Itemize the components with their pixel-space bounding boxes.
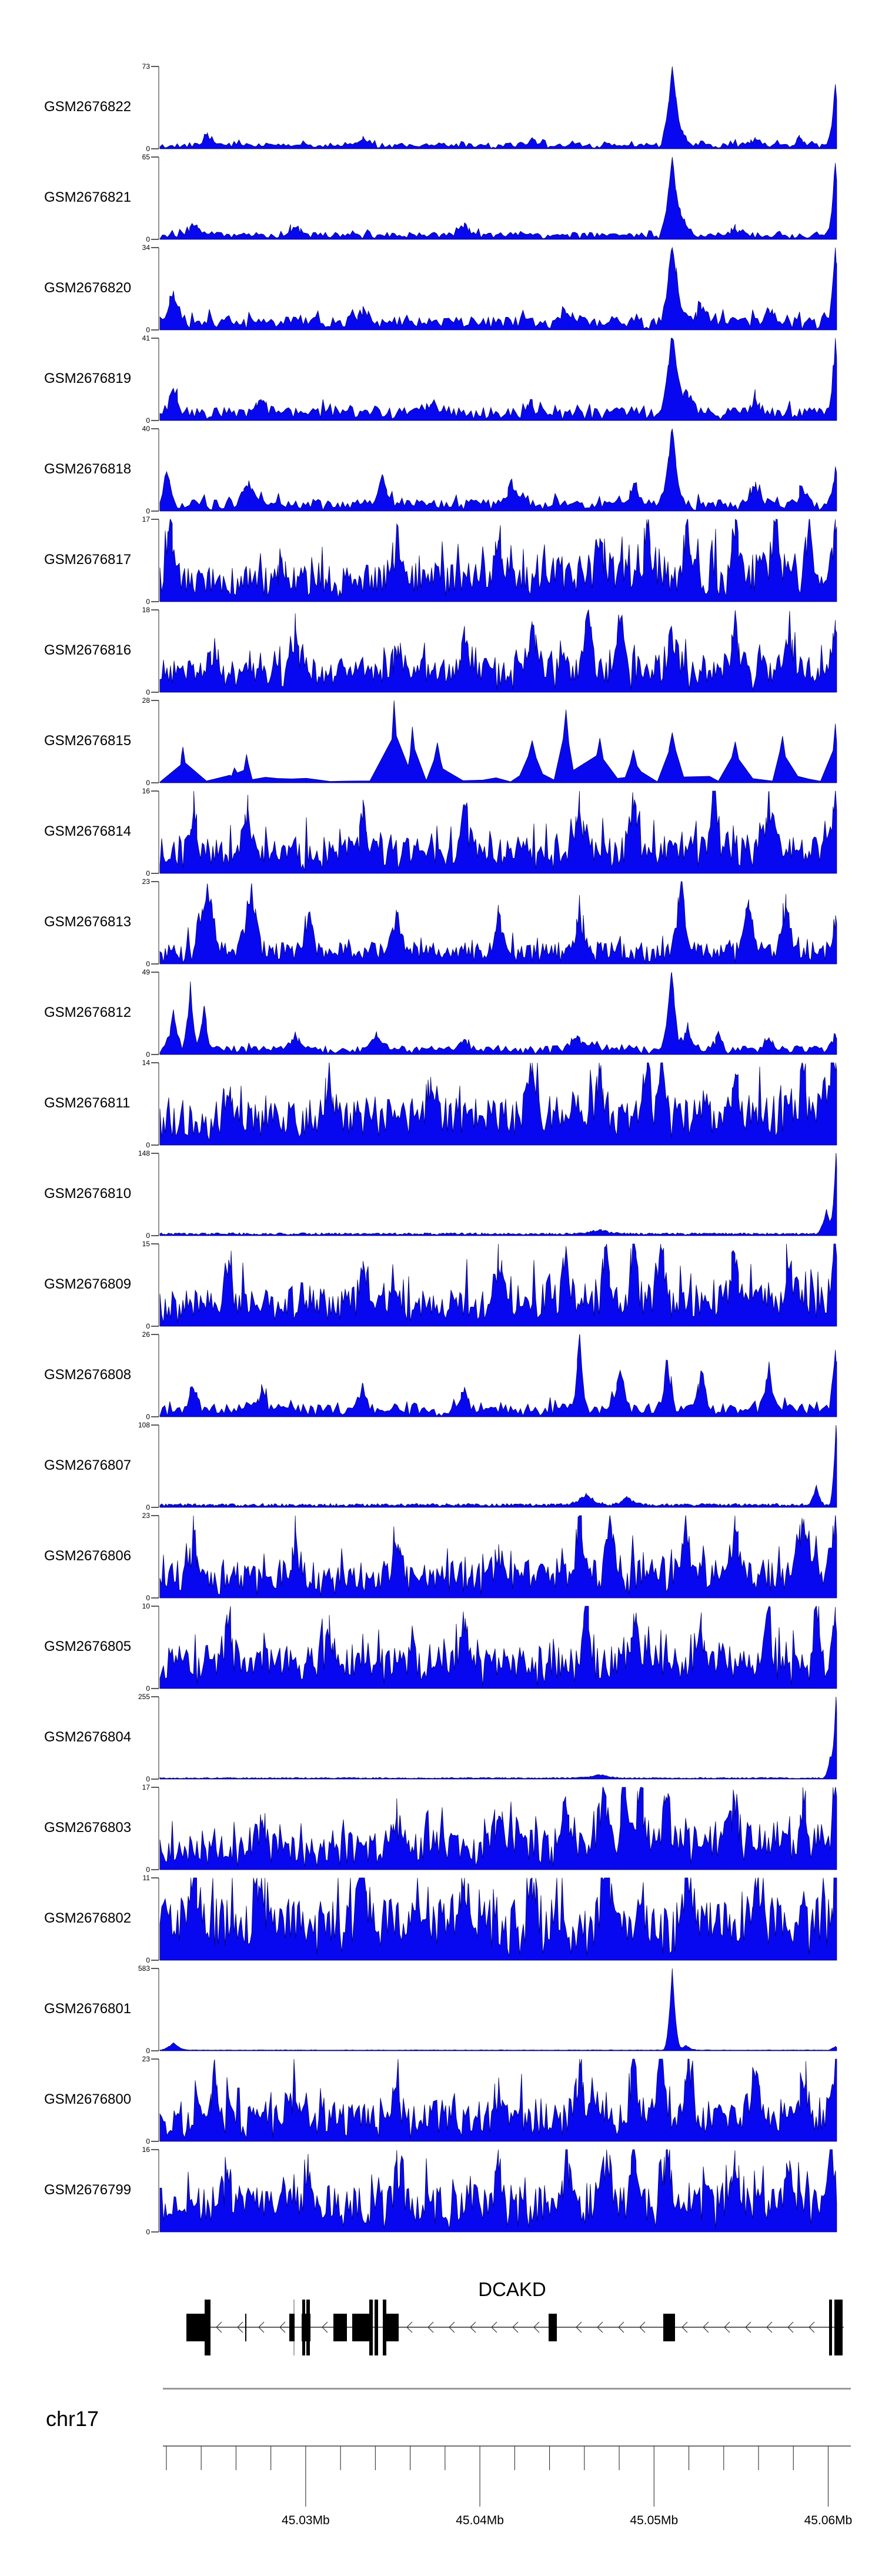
track-GSM2676809 <box>44 1240 837 1330</box>
track-label: GSM2676822 <box>44 99 132 115</box>
track-label: GSM2676801 <box>44 2001 132 2017</box>
track-GSM2676810 <box>44 1149 837 1240</box>
y-axis-max-value: 17 <box>142 515 150 523</box>
track-GSM2676800 <box>44 2055 837 2145</box>
track-label: GSM2676799 <box>44 2182 132 2198</box>
y-axis-max-value: 255 <box>138 1693 150 1701</box>
coverage-signal <box>160 157 837 239</box>
exon-box <box>245 2314 246 2341</box>
track-label: GSM2676817 <box>44 552 132 568</box>
track-GSM2676808 <box>44 1330 837 1421</box>
exon-box <box>306 2300 310 2355</box>
y-axis-zero-value: 0 <box>146 869 150 877</box>
exon-box <box>333 2314 347 2341</box>
y-axis-zero-value: 0 <box>146 1956 150 1964</box>
y-axis-zero-value: 0 <box>146 2228 150 2236</box>
track-GSM2676813 <box>44 877 837 968</box>
y-axis-max-value: 108 <box>138 1421 150 1429</box>
track-label: GSM2676816 <box>44 642 132 658</box>
y-axis-max-value: 16 <box>142 787 150 795</box>
coverage-signal <box>160 338 837 421</box>
y-axis-max-value: 34 <box>142 243 150 252</box>
track-GSM2676817 <box>44 515 837 606</box>
y-axis-zero-value: 0 <box>146 1050 150 1059</box>
coverage-signal <box>160 2059 837 2141</box>
track-GSM2676804 <box>44 1693 837 1783</box>
coverage-signal <box>160 1334 837 1417</box>
y-axis-max-value: 16 <box>142 2145 150 2154</box>
exon-box <box>663 2314 675 2341</box>
coverage-signal <box>160 700 837 783</box>
track-GSM2676819 <box>44 334 837 425</box>
y-axis-max-value: 65 <box>142 153 150 161</box>
y-axis-zero-value: 0 <box>146 1503 150 1511</box>
y-axis-max-value: 41 <box>142 334 150 342</box>
track-GSM2676814 <box>44 787 837 877</box>
ruler-tick-label: 45.06Mb <box>804 2514 853 2527</box>
track-label: GSM2676808 <box>44 1367 132 1383</box>
y-axis-zero-value: 0 <box>146 145 150 153</box>
y-axis-zero-value: 0 <box>146 507 150 515</box>
coverage-signal <box>160 1606 837 1689</box>
track-label: GSM2676800 <box>44 2091 132 2107</box>
y-axis-zero-value: 0 <box>146 1232 150 1240</box>
coverage-signal <box>160 1063 837 1145</box>
track-label: GSM2676821 <box>44 189 132 205</box>
y-axis-zero-value: 0 <box>146 416 150 425</box>
track-GSM2676820 <box>44 243 837 334</box>
coverage-signal <box>160 972 837 1055</box>
coverage-signal <box>160 1787 837 1870</box>
y-axis-zero-value: 0 <box>146 1594 150 1602</box>
y-axis-zero-value: 0 <box>146 2137 150 2145</box>
track-label: GSM2676818 <box>44 461 132 477</box>
track-label: GSM2676810 <box>44 1186 132 1202</box>
track-label: GSM2676811 <box>44 1095 131 1111</box>
gene-name-label: DCAKD <box>478 2278 546 2300</box>
coverage-signal <box>160 248 837 330</box>
y-axis-max-value: 14 <box>142 1059 150 1067</box>
y-axis-max-value: 49 <box>142 968 150 976</box>
y-axis-zero-value: 0 <box>146 1866 150 1874</box>
coverage-signal <box>160 610 837 692</box>
track-label: GSM2676807 <box>44 1457 132 1473</box>
track-label: GSM2676802 <box>44 1910 132 1926</box>
track-GSM2676818 <box>44 425 837 515</box>
exon-box <box>205 2300 211 2355</box>
track-GSM2676812 <box>44 968 837 1059</box>
coverage-signal <box>160 66 837 149</box>
y-axis-zero-value: 0 <box>146 688 150 696</box>
y-axis-zero-value: 0 <box>146 779 150 787</box>
track-GSM2676811 <box>44 1059 837 1149</box>
y-axis-max-value: 23 <box>142 877 150 886</box>
track-GSM2676806 <box>44 1511 837 1602</box>
gene-track-DCAKD <box>186 2278 844 2355</box>
track-GSM2676799 <box>44 2145 837 2236</box>
y-axis-max-value: 23 <box>142 2055 150 2063</box>
track-label: GSM2676813 <box>44 914 132 930</box>
y-axis-max-value: 26 <box>142 1330 150 1339</box>
track-GSM2676822 <box>44 62 837 153</box>
coverage-signal <box>160 1244 837 1326</box>
ruler-tick-label: 45.05Mb <box>630 2514 679 2527</box>
y-axis-zero-value: 0 <box>146 1322 150 1330</box>
track-label: GSM2676812 <box>44 1005 132 1020</box>
coverage-signal <box>160 1516 837 1598</box>
y-axis-zero-value: 0 <box>146 326 150 334</box>
y-axis-zero-value: 0 <box>146 960 150 968</box>
track-GSM2676821 <box>44 153 837 243</box>
track-GSM2676815 <box>44 696 837 787</box>
track-GSM2676816 <box>44 606 837 696</box>
exon-box <box>289 2314 295 2341</box>
y-axis-max-value: 11 <box>142 1874 150 1882</box>
coordinate-ruler <box>46 2407 852 2527</box>
y-axis-max-value: 73 <box>142 62 150 71</box>
y-axis-max-value: 28 <box>142 696 150 705</box>
track-label: GSM2676805 <box>44 1639 132 1654</box>
chromosome-label: chr17 <box>46 2407 99 2431</box>
coverage-signal <box>160 882 837 964</box>
exon-box <box>383 2314 399 2341</box>
track-label: GSM2676820 <box>44 280 132 296</box>
exon-box <box>302 2300 305 2355</box>
track-label: GSM2676815 <box>44 733 132 749</box>
track-label: GSM2676804 <box>44 1729 132 1745</box>
track-GSM2676805 <box>44 1602 837 1693</box>
y-axis-zero-value: 0 <box>146 235 150 243</box>
coverage-signal <box>160 1968 837 2051</box>
coverage-signal <box>160 519 837 602</box>
exon-box <box>352 2314 370 2341</box>
y-axis-zero-value: 0 <box>146 1141 150 1149</box>
exon-box <box>375 2300 378 2355</box>
track-GSM2676802 <box>44 1874 837 1964</box>
y-axis-max-value: 40 <box>142 425 150 433</box>
track-label: GSM2676814 <box>44 823 132 839</box>
y-axis-zero-value: 0 <box>146 1413 150 1421</box>
exon-box <box>369 2300 373 2355</box>
exon-box <box>549 2314 557 2341</box>
y-axis-zero-value: 0 <box>146 1775 150 1783</box>
y-axis-max-value: 15 <box>142 1240 150 1248</box>
y-axis-max-value: 148 <box>138 1149 150 1157</box>
coverage-signal <box>160 791 837 873</box>
y-axis-zero-value: 0 <box>146 1684 150 1693</box>
y-axis-max-value: 583 <box>138 1964 150 1973</box>
coverage-signal <box>160 2150 837 2232</box>
exon-box <box>834 2300 843 2355</box>
coverage-signal <box>160 1153 837 1236</box>
ruler-tick-label: 45.03Mb <box>282 2514 330 2527</box>
coverage-signal <box>160 1425 837 1507</box>
y-axis-max-value: 17 <box>142 1783 150 1791</box>
coverage-signal <box>160 1878 837 1960</box>
y-axis-max-value: 23 <box>142 1511 150 1520</box>
ruler-tick-label: 45.04Mb <box>456 2514 504 2527</box>
track-label: GSM2676803 <box>44 1820 132 1836</box>
coverage-signal <box>160 429 837 511</box>
y-axis-max-value: 10 <box>142 1602 150 1610</box>
track-GSM2676801 <box>44 1964 837 2055</box>
exon-box <box>186 2314 205 2341</box>
track-label: GSM2676809 <box>44 1276 132 1292</box>
track-GSM2676807 <box>44 1421 837 1511</box>
track-GSM2676803 <box>44 1783 837 1874</box>
separator-line <box>163 2388 851 2390</box>
y-axis-max-value: 18 <box>142 606 150 614</box>
y-axis-zero-value: 0 <box>146 598 150 606</box>
track-label: GSM2676819 <box>44 371 132 386</box>
coverage-signal <box>160 1697 837 1779</box>
exon-box <box>829 2300 832 2355</box>
y-axis-zero-value: 0 <box>146 2047 150 2055</box>
track-label: GSM2676806 <box>44 1548 132 1564</box>
